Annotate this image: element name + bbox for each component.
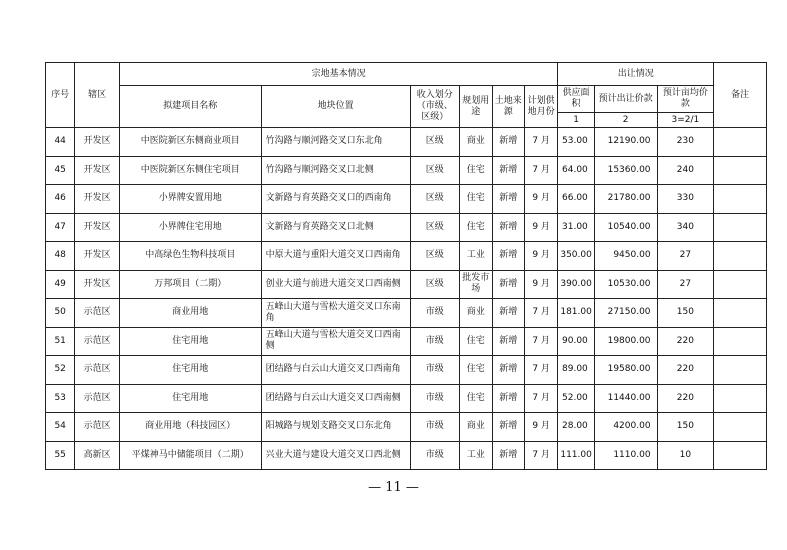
cell-district: 示范区 (75, 299, 120, 328)
table-body (46, 128, 767, 470)
cell-income-level: 区级 (410, 128, 460, 157)
table-row (46, 356, 767, 385)
header-land-source: 土地来源 (492, 86, 524, 128)
cell-district: 示范区 (75, 384, 120, 413)
cell-est-per-mu: 150 (657, 413, 714, 442)
header-basic-group: 宗地基本情况 (119, 63, 557, 86)
cell-remark (714, 242, 767, 271)
cell-remark (714, 356, 767, 385)
cell-land-source: 新增 (492, 327, 524, 356)
header-location: 地块位置 (261, 86, 410, 128)
header-col1: 1 (558, 113, 594, 128)
header-est-price: 预计出让价款 (594, 86, 657, 113)
cell-est-per-mu: 240 (657, 156, 714, 185)
cell-supply-area: 53.00 (558, 128, 594, 157)
table-row (46, 270, 767, 299)
cell-est-per-mu: 330 (657, 185, 714, 214)
table-row (46, 413, 767, 442)
header-seq: 序号 (46, 63, 75, 128)
cell-location: 团结路与白云山大道交叉口西南角 (261, 356, 410, 385)
cell-project-name: 商业用地（科技园区） (119, 413, 261, 442)
cell-seq: 55 (46, 441, 75, 470)
cell-remark (714, 185, 767, 214)
cell-planned-month: 7 月 (524, 128, 557, 157)
cell-location: 创业大道与前进大道交叉口西南侧 (261, 270, 410, 299)
cell-district: 高新区 (75, 441, 120, 470)
header-col3: 3=2/1 (657, 113, 714, 128)
cell-income-level: 市级 (410, 413, 460, 442)
cell-location: 中原大道与重阳大道交叉口西南角 (261, 242, 410, 271)
table-row (46, 213, 767, 242)
cell-est-price: 19800.00 (594, 327, 657, 356)
cell-est-price: 10530.00 (594, 270, 657, 299)
cell-planned-use: 商业 (460, 299, 492, 328)
cell-est-price: 11440.00 (594, 384, 657, 413)
cell-district: 开发区 (75, 270, 120, 299)
cell-seq: 54 (46, 413, 75, 442)
cell-land-source: 新增 (492, 185, 524, 214)
cell-project-name: 小界牌安置用地 (119, 185, 261, 214)
header-income-level: 收入划分（市级、区级） (410, 86, 460, 128)
cell-est-price: 4200.00 (594, 413, 657, 442)
cell-planned-month: 9 月 (524, 413, 557, 442)
cell-planned-use: 住宅 (460, 213, 492, 242)
cell-income-level: 市级 (410, 356, 460, 385)
cell-location: 五峰山大道与雪松大道交叉口东南角 (261, 299, 410, 328)
table-row (46, 384, 767, 413)
cell-remark (714, 156, 767, 185)
cell-est-per-mu: 230 (657, 128, 714, 157)
cell-remark (714, 213, 767, 242)
cell-district: 开发区 (75, 128, 120, 157)
header-planned-month: 计划供地月份 (524, 86, 557, 128)
cell-project-name: 住宅用地 (119, 327, 261, 356)
cell-seq: 45 (46, 156, 75, 185)
table-row (46, 242, 767, 271)
cell-income-level: 市级 (410, 299, 460, 328)
cell-planned-use: 住宅 (460, 356, 492, 385)
table-row (46, 156, 767, 185)
cell-land-source: 新增 (492, 299, 524, 328)
table-row (46, 327, 767, 356)
cell-planned-month: 7 月 (524, 441, 557, 470)
cell-location: 文新路与育英路交叉口的西南角 (261, 185, 410, 214)
cell-supply-area: 390.00 (558, 270, 594, 299)
cell-location: 兴业大道与建设大道交叉口西北侧 (261, 441, 410, 470)
cell-district: 示范区 (75, 327, 120, 356)
cell-seq: 49 (46, 270, 75, 299)
cell-supply-area: 64.00 (558, 156, 594, 185)
cell-est-per-mu: 150 (657, 299, 714, 328)
cell-planned-month: 9 月 (524, 213, 557, 242)
cell-location: 团结路与白云山大道交叉口西南侧 (261, 384, 410, 413)
header-remarks: 备注 (714, 63, 767, 128)
cell-remark (714, 413, 767, 442)
cell-planned-use: 商业 (460, 128, 492, 157)
table-row (46, 299, 767, 328)
cell-location: 五峰山大道与雪松大道交叉口西南侧 (261, 327, 410, 356)
cell-est-price: 27150.00 (594, 299, 657, 328)
cell-supply-area: 111.00 (558, 441, 594, 470)
cell-project-name: 小界牌住宅用地 (119, 213, 261, 242)
cell-income-level: 市级 (410, 327, 460, 356)
cell-income-level: 区级 (410, 185, 460, 214)
cell-land-source: 新增 (492, 128, 524, 157)
cell-seq: 46 (46, 185, 75, 214)
cell-planned-month: 9 月 (524, 270, 557, 299)
cell-est-price: 15360.00 (594, 156, 657, 185)
cell-planned-month: 7 月 (524, 356, 557, 385)
cell-est-price: 9450.00 (594, 242, 657, 271)
cell-supply-area: 181.00 (558, 299, 594, 328)
cell-project-name: 住宅用地 (119, 384, 261, 413)
cell-est-price: 1110.00 (594, 441, 657, 470)
cell-seq: 53 (46, 384, 75, 413)
cell-income-level: 区级 (410, 156, 460, 185)
cell-district: 示范区 (75, 413, 120, 442)
cell-district: 开发区 (75, 156, 120, 185)
cell-est-per-mu: 220 (657, 356, 714, 385)
cell-land-source: 新增 (492, 156, 524, 185)
cell-project-name: 平煤神马中储能项目（二期） (119, 441, 261, 470)
table-row (46, 128, 767, 157)
cell-district: 开发区 (75, 213, 120, 242)
cell-planned-use: 住宅 (460, 384, 492, 413)
cell-est-price: 10540.00 (594, 213, 657, 242)
cell-seq: 52 (46, 356, 75, 385)
table-row (46, 185, 767, 214)
cell-project-name: 中医院新区东侧商业项目 (119, 128, 261, 157)
cell-seq: 51 (46, 327, 75, 356)
cell-planned-month: 7 月 (524, 299, 557, 328)
cell-remark (714, 441, 767, 470)
cell-project-name: 住宅用地 (119, 356, 261, 385)
cell-est-price: 19580.00 (594, 356, 657, 385)
cell-project-name: 中高绿色生物科技项目 (119, 242, 261, 271)
table-row (46, 441, 767, 470)
cell-district: 开发区 (75, 185, 120, 214)
cell-location: 竹沟路与顺河路交叉口北侧 (261, 156, 410, 185)
cell-remark (714, 327, 767, 356)
cell-planned-use: 住宅 (460, 185, 492, 214)
cell-seq: 50 (46, 299, 75, 328)
cell-land-source: 新增 (492, 213, 524, 242)
header-est-per-mu: 预计亩均价款 (657, 86, 714, 113)
land-supply-table (45, 62, 767, 470)
cell-est-per-mu: 220 (657, 327, 714, 356)
cell-district: 开发区 (75, 242, 120, 271)
cell-land-source: 新增 (492, 384, 524, 413)
cell-supply-area: 350.00 (558, 242, 594, 271)
cell-planned-use: 批发市场 (460, 270, 492, 299)
cell-land-source: 新增 (492, 242, 524, 271)
header-planned-use: 规划用途 (460, 86, 492, 128)
cell-remark (714, 128, 767, 157)
cell-seq: 44 (46, 128, 75, 157)
cell-remark (714, 299, 767, 328)
cell-planned-month: 7 月 (524, 384, 557, 413)
header-supply-area: 供应面积 (558, 86, 594, 113)
cell-est-per-mu: 340 (657, 213, 714, 242)
cell-land-source: 新增 (492, 441, 524, 470)
cell-location: 竹沟路与顺河路交叉口东北角 (261, 128, 410, 157)
cell-supply-area: 66.00 (558, 185, 594, 214)
cell-income-level: 区级 (410, 242, 460, 271)
cell-planned-month: 7 月 (524, 327, 557, 356)
cell-supply-area: 28.00 (558, 413, 594, 442)
cell-est-price: 21780.00 (594, 185, 657, 214)
cell-supply-area: 89.00 (558, 356, 594, 385)
cell-est-price: 12190.00 (594, 128, 657, 157)
cell-remark (714, 384, 767, 413)
cell-land-source: 新增 (492, 356, 524, 385)
cell-est-per-mu: 27 (657, 270, 714, 299)
cell-project-name: 中医院新区东侧住宅项目 (119, 156, 261, 185)
cell-planned-use: 商业 (460, 413, 492, 442)
cell-land-source: 新增 (492, 270, 524, 299)
cell-seq: 48 (46, 242, 75, 271)
cell-est-per-mu: 10 (657, 441, 714, 470)
cell-district: 示范区 (75, 356, 120, 385)
header-transfer-group: 出让情况 (558, 63, 714, 86)
cell-planned-use: 住宅 (460, 327, 492, 356)
page-number: — 11 — (368, 480, 419, 495)
cell-remark (714, 270, 767, 299)
cell-project-name: 商业用地 (119, 299, 261, 328)
cell-supply-area: 31.00 (558, 213, 594, 242)
cell-supply-area: 90.00 (558, 327, 594, 356)
cell-income-level: 市级 (410, 441, 460, 470)
cell-income-level: 市级 (410, 384, 460, 413)
cell-planned-month: 7 月 (524, 156, 557, 185)
cell-planned-month: 9 月 (524, 242, 557, 271)
cell-est-per-mu: 27 (657, 242, 714, 271)
cell-income-level: 区级 (410, 270, 460, 299)
cell-planned-use: 工业 (460, 242, 492, 271)
cell-planned-use: 住宅 (460, 156, 492, 185)
cell-supply-area: 52.00 (558, 384, 594, 413)
cell-project-name: 万邦项目（二期） (119, 270, 261, 299)
cell-planned-month: 9 月 (524, 185, 557, 214)
cell-est-per-mu: 220 (657, 384, 714, 413)
header-district: 辖区 (75, 63, 120, 128)
cell-income-level: 区级 (410, 213, 460, 242)
cell-seq: 47 (46, 213, 75, 242)
cell-location: 文新路与育英路交叉口北侧 (261, 213, 410, 242)
cell-land-source: 新增 (492, 413, 524, 442)
cell-planned-use: 工业 (460, 441, 492, 470)
cell-location: 阳城路与规划支路交叉口东北角 (261, 413, 410, 442)
header-col2: 2 (594, 113, 657, 128)
header-project-name: 拟建项目名称 (119, 86, 261, 128)
